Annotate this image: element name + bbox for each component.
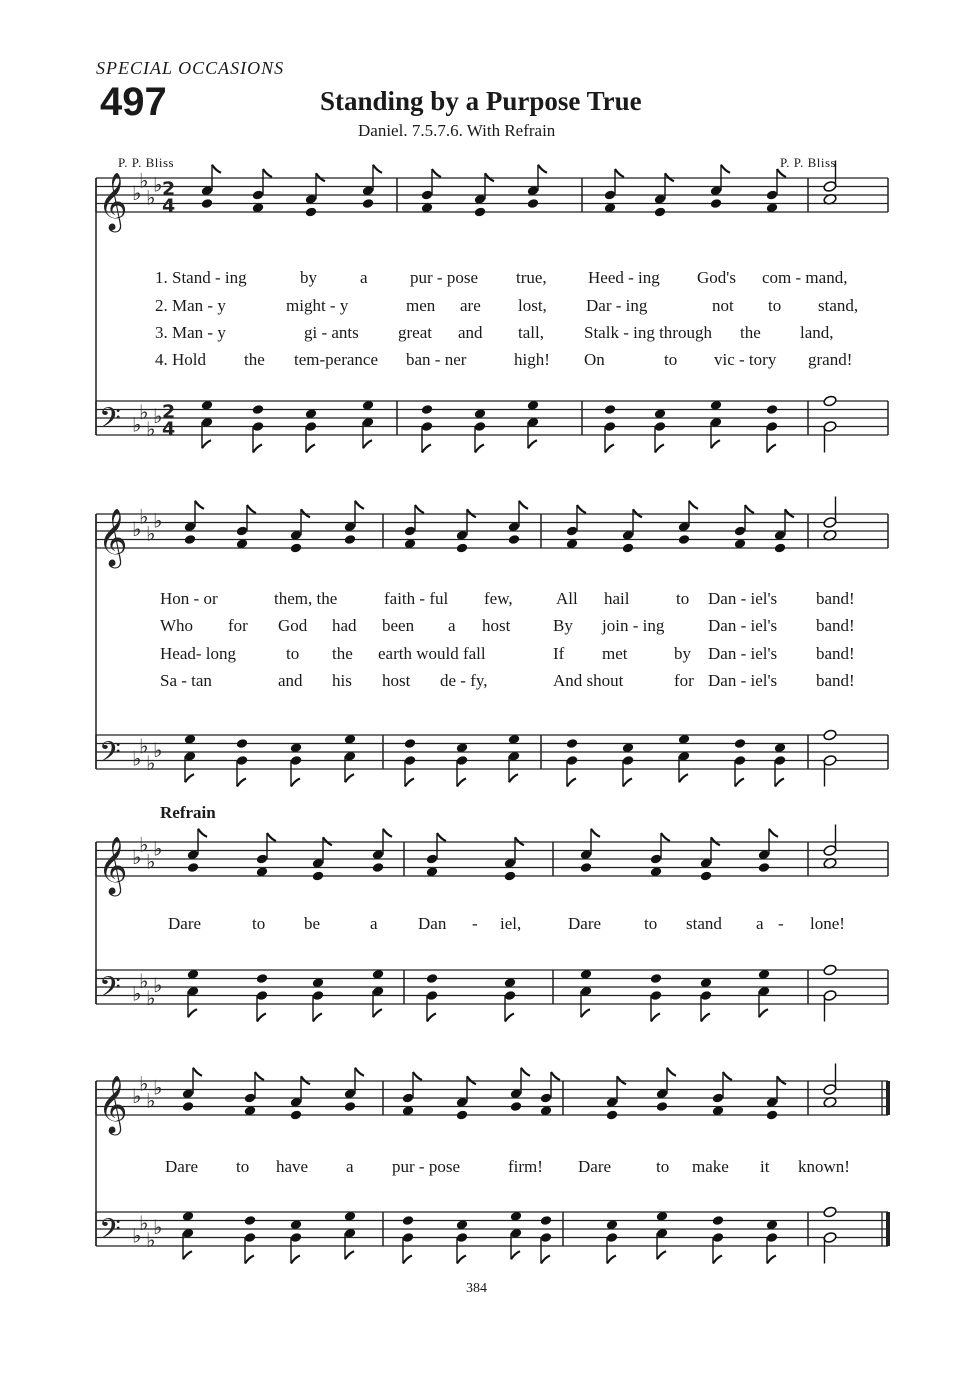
treble-clef-icon: 𝄞 xyxy=(98,508,128,566)
refrain-lyric: to xyxy=(644,914,658,933)
note-head xyxy=(344,534,357,545)
verse-lyric: land, xyxy=(800,323,834,342)
note-head xyxy=(710,198,723,209)
note-flag xyxy=(485,173,494,181)
verse-lyric: hail xyxy=(604,589,630,608)
note-head xyxy=(372,862,385,873)
note-flag xyxy=(711,837,720,845)
note-head xyxy=(566,738,579,749)
verse-lyric: few, xyxy=(484,589,513,608)
verse-lyric: men xyxy=(406,296,436,315)
verse-lyric: by xyxy=(300,268,317,287)
note-flag xyxy=(373,1009,382,1017)
verse-lyric: If xyxy=(553,644,565,663)
note-flag xyxy=(457,1256,466,1264)
note-flag xyxy=(509,774,518,782)
note-head xyxy=(236,738,249,749)
note-flag xyxy=(623,779,632,787)
note-head xyxy=(290,542,303,553)
note-flag xyxy=(567,779,576,787)
refrain-lyric: stand xyxy=(686,914,722,933)
note-head xyxy=(290,1109,303,1120)
verse-lyric: high! xyxy=(514,350,550,369)
note-flag xyxy=(345,774,354,782)
note-flag xyxy=(538,165,547,173)
note-flag xyxy=(403,1256,412,1264)
note-flag xyxy=(777,1076,786,1084)
flat-icon: ♭ xyxy=(153,738,163,762)
flat-icon: ♭ xyxy=(153,1075,163,1100)
note-head xyxy=(187,862,200,873)
note-flag xyxy=(427,1014,436,1022)
verse-lyric: On xyxy=(584,350,605,369)
note-head xyxy=(244,1215,257,1226)
note-flag xyxy=(415,505,424,513)
flat-icon: ♭ xyxy=(153,508,163,533)
note-flag xyxy=(467,1076,476,1084)
verse-lyric: them, the xyxy=(274,589,338,608)
verse-lyric: to xyxy=(676,589,690,608)
refrain-lyric: Dan xyxy=(418,914,447,933)
verse-lyric: All xyxy=(556,589,578,608)
refrain-lyric: to xyxy=(656,1157,670,1176)
verse-lyric: true, xyxy=(516,268,547,287)
note-flag xyxy=(306,445,315,453)
note-flag xyxy=(775,779,784,787)
verse-lyric: Head- long xyxy=(160,644,237,663)
note-flag xyxy=(195,501,204,509)
refrain-lyric: - xyxy=(472,914,478,933)
note-head xyxy=(622,542,635,553)
verse-lyric: the xyxy=(244,350,265,369)
refrain-lyric: have xyxy=(276,1157,309,1176)
note-flag xyxy=(541,1256,550,1264)
note-flag xyxy=(655,445,664,453)
note-flag xyxy=(651,1014,660,1022)
verse-lyric: stand, xyxy=(818,296,859,315)
verse-lyric: Dan - iel's xyxy=(708,671,778,690)
note-head xyxy=(678,534,691,545)
verse-lyric: band! xyxy=(816,589,855,608)
flat-icon: ♭ xyxy=(139,1071,149,1096)
note-head xyxy=(774,542,787,553)
note-flag xyxy=(607,1256,616,1264)
note-head xyxy=(656,1101,669,1112)
flat-icon: ♭ xyxy=(153,172,163,197)
tune-meter: Daniel. 7.5.7.6. With Refrain xyxy=(358,121,556,140)
verse-lyric: to xyxy=(768,296,782,315)
note-flag xyxy=(759,1009,768,1017)
refrain-lyric: it xyxy=(760,1157,770,1176)
note-flag xyxy=(188,1009,197,1017)
note-head xyxy=(766,404,779,415)
half-note-head xyxy=(823,729,837,741)
flat-icon: ♭ xyxy=(146,521,156,546)
half-note-head xyxy=(823,1206,837,1218)
verse-lyric: host xyxy=(482,616,511,635)
note-flag xyxy=(183,1251,192,1259)
note-head xyxy=(700,870,713,881)
note-head xyxy=(344,1101,357,1112)
note-flag xyxy=(405,779,414,787)
note-flag xyxy=(432,169,441,177)
music-credit: P. P. Bliss xyxy=(780,155,837,170)
verse-lyric: lost, xyxy=(518,296,547,315)
bass-clef-icon: 𝄢 xyxy=(99,1213,121,1253)
flat-icon: ♭ xyxy=(139,504,149,529)
verse-lyric: tem-perance xyxy=(294,350,378,369)
note-flag xyxy=(291,1256,300,1264)
note-head xyxy=(362,198,375,209)
note-flag xyxy=(313,1014,322,1022)
note-head xyxy=(766,1109,779,1120)
note-flag xyxy=(355,501,364,509)
note-head xyxy=(606,1109,619,1120)
refrain-lyric: a xyxy=(756,914,764,933)
bass-clef-icon: 𝄢 xyxy=(99,402,121,442)
note-flag xyxy=(193,1068,202,1076)
note-head xyxy=(404,738,417,749)
note-flag xyxy=(185,774,194,782)
note-head xyxy=(256,973,269,984)
note-flag xyxy=(767,445,776,453)
note-flag xyxy=(551,1072,560,1080)
note-flag xyxy=(721,165,730,173)
refrain-lyric: iel, xyxy=(500,914,522,933)
refrain-lyric: known! xyxy=(798,1157,850,1176)
refrain-lyric: a xyxy=(346,1157,354,1176)
note-head xyxy=(305,206,318,217)
note-flag xyxy=(255,1072,264,1080)
note-head xyxy=(508,534,521,545)
note-head xyxy=(527,198,540,209)
half-note-head xyxy=(823,964,837,976)
note-flag xyxy=(577,505,586,513)
verse-lyric: faith - ful xyxy=(384,589,449,608)
flat-icon: ♭ xyxy=(132,517,142,541)
note-flag xyxy=(373,165,382,173)
verse-lyric: Stalk - ing through xyxy=(584,323,712,342)
verse-lyric: a xyxy=(360,268,368,287)
note-flag xyxy=(528,440,537,448)
verse-lyric: Who xyxy=(160,616,194,635)
note-head xyxy=(312,870,325,881)
verse-lyric: Dan - iel's xyxy=(708,589,778,608)
note-flag xyxy=(253,445,262,453)
note-flag xyxy=(785,509,794,517)
note-head xyxy=(540,1215,553,1226)
verse-lyric: join - ing xyxy=(602,616,665,635)
flat-icon: ♭ xyxy=(153,973,163,997)
flat-icon: ♭ xyxy=(139,1210,149,1235)
refrain-lyric: Dare xyxy=(165,1157,199,1176)
verse-lyric: a xyxy=(448,616,456,635)
note-head xyxy=(201,198,214,209)
words-credit: P. P. Bliss xyxy=(118,155,175,170)
refrain-lyric: lone! xyxy=(810,914,845,933)
verse-lyric: By xyxy=(553,616,573,635)
verse-lyric: met xyxy=(602,644,628,663)
treble-clef-icon: 𝄞 xyxy=(98,172,128,230)
flat-icon: ♭ xyxy=(139,968,149,993)
verse-lyric: the xyxy=(740,323,761,342)
page-number: 384 xyxy=(466,1281,487,1296)
flat-icon: ♭ xyxy=(153,404,163,428)
verse-lyric: com - mand, xyxy=(762,268,848,287)
note-head xyxy=(184,534,197,545)
note-flag xyxy=(457,779,466,787)
note-head xyxy=(252,404,265,415)
note-flag xyxy=(202,440,211,448)
flat-icon: ♭ xyxy=(139,399,149,424)
verse-lyric: God xyxy=(278,616,308,635)
time-signature-bottom: 4 xyxy=(162,418,176,440)
verse-lyric: vic - tory xyxy=(714,350,777,369)
verse-lyric: for xyxy=(674,671,694,690)
note-flag xyxy=(505,1014,514,1022)
refrain-lyric: to xyxy=(252,914,266,933)
note-flag xyxy=(413,1072,422,1080)
treble-clef-icon: 𝄞 xyxy=(98,836,128,894)
verse-lyric: 4. Hold xyxy=(155,350,206,369)
note-head xyxy=(734,738,747,749)
verse-lyric: pur - pose xyxy=(410,268,478,287)
note-flag xyxy=(363,440,372,448)
note-flag xyxy=(237,779,246,787)
note-head xyxy=(604,404,617,415)
note-flag xyxy=(679,774,688,782)
refrain-lyric: Dare xyxy=(168,914,202,933)
note-flag xyxy=(701,1014,710,1022)
note-flag xyxy=(323,837,332,845)
verse-lyric: been xyxy=(382,616,415,635)
verse-lyric: for xyxy=(228,616,248,635)
verse-lyric: band! xyxy=(816,644,855,663)
bass-clef-icon: 𝄢 xyxy=(99,971,121,1011)
note-flag xyxy=(689,501,698,509)
note-flag xyxy=(745,505,754,513)
verse-lyric: gi - ants xyxy=(304,323,359,342)
note-flag xyxy=(723,1072,732,1080)
note-flag xyxy=(735,779,744,787)
verse-lyric: and xyxy=(278,671,303,690)
note-flag xyxy=(301,509,310,517)
note-flag xyxy=(581,1009,590,1017)
note-flag xyxy=(247,505,256,513)
note-flag xyxy=(711,440,720,448)
flat-icon: ♭ xyxy=(146,1227,156,1252)
verse-lyric: de - fy, xyxy=(440,671,488,690)
bass-clef-icon: 𝄢 xyxy=(99,736,121,776)
treble-clef-icon: 𝄞 xyxy=(98,1075,128,1133)
verse-lyric: tall, xyxy=(518,323,544,342)
verse-lyric: Hon - or xyxy=(160,589,218,608)
verse-lyric: might - y xyxy=(286,296,349,315)
flat-icon: ♭ xyxy=(132,981,142,1006)
note-flag xyxy=(521,1068,530,1076)
note-flag xyxy=(661,833,670,841)
refrain-lyric: Dare xyxy=(578,1157,612,1176)
verse-lyric: to xyxy=(286,644,300,663)
note-flag xyxy=(767,1256,776,1264)
note-flag xyxy=(212,165,221,173)
refrain-lyric: pur - pose xyxy=(392,1157,460,1176)
verse-lyric: Dan - iel's xyxy=(708,616,778,635)
note-head xyxy=(421,404,434,415)
note-flag xyxy=(615,169,624,177)
note-flag xyxy=(437,833,446,841)
hymn-title: Standing by a Purpose True xyxy=(320,86,642,116)
verse-lyric: grand! xyxy=(808,350,853,369)
flat-icon: ♭ xyxy=(146,849,156,874)
refrain-lyric: - xyxy=(778,914,784,933)
note-flag xyxy=(515,837,524,845)
note-flag xyxy=(355,1068,364,1076)
note-flag xyxy=(301,1076,310,1084)
flat-icon: ♭ xyxy=(146,185,156,210)
note-head xyxy=(650,973,663,984)
verse-lyric: host xyxy=(382,671,411,690)
flat-icon: ♭ xyxy=(132,1084,142,1108)
half-note-head xyxy=(823,395,837,407)
verse-lyric: not xyxy=(712,296,734,315)
note-head xyxy=(654,206,667,217)
note-flag xyxy=(665,173,674,181)
refrain-label: Refrain xyxy=(160,803,216,822)
note-flag xyxy=(667,1068,676,1076)
verse-lyric: band! xyxy=(816,616,855,635)
flat-icon: ♭ xyxy=(132,845,142,869)
note-flag xyxy=(267,833,276,841)
verse-lyric: 2. Man - y xyxy=(155,296,226,315)
note-head xyxy=(504,870,517,881)
note-head xyxy=(474,206,487,217)
time-signature-bottom: 4 xyxy=(162,195,176,217)
flat-icon: ♭ xyxy=(153,1215,163,1239)
note-flag xyxy=(422,445,431,453)
flat-icon: ♭ xyxy=(153,836,163,861)
note-flag xyxy=(713,1256,722,1264)
time-signature-top: 2 xyxy=(162,401,176,423)
verse-lyric: by xyxy=(674,644,691,663)
verse-lyric: God's xyxy=(697,268,736,287)
flat-icon: ♭ xyxy=(139,168,149,193)
verse-lyric: earth would fall xyxy=(378,644,486,663)
note-flag xyxy=(467,509,476,517)
refrain-lyric: be xyxy=(304,914,321,933)
note-flag xyxy=(198,829,207,837)
note-flag xyxy=(316,173,325,181)
flat-icon: ♭ xyxy=(132,746,142,771)
verse-lyric: Sa - tan xyxy=(160,671,212,690)
flat-icon: ♭ xyxy=(146,985,156,1010)
time-signature-top: 2 xyxy=(162,178,176,200)
verse-lyric: had xyxy=(332,616,357,635)
verse-lyric: ban - ner xyxy=(406,350,467,369)
flat-icon: ♭ xyxy=(139,733,149,758)
flat-icon: ♭ xyxy=(132,412,142,437)
note-head xyxy=(456,542,469,553)
refrain-lyric: to xyxy=(236,1157,250,1176)
note-head xyxy=(510,1101,523,1112)
verse-lyric: are xyxy=(460,296,481,315)
note-flag xyxy=(617,1076,626,1084)
note-flag xyxy=(257,1014,266,1022)
note-flag xyxy=(245,1256,254,1264)
note-flag xyxy=(511,1251,520,1259)
verse-lyric: Dan - iel's xyxy=(708,644,778,663)
note-head xyxy=(580,862,593,873)
verse-lyric: 1. Stand - ing xyxy=(155,268,247,287)
verse-lyric: band! xyxy=(816,671,855,690)
note-flag xyxy=(345,1251,354,1259)
note-flag xyxy=(777,169,786,177)
verse-lyric: and xyxy=(458,323,483,342)
verse-lyric: the xyxy=(332,644,353,663)
verse-lyric: And shout xyxy=(553,671,624,690)
flat-icon: ♭ xyxy=(146,1088,156,1113)
verse-lyric: great xyxy=(398,323,432,342)
verse-lyric: to xyxy=(664,350,678,369)
flat-icon: ♭ xyxy=(146,416,156,441)
note-flag xyxy=(769,829,778,837)
note-flag xyxy=(383,829,392,837)
flat-icon: ♭ xyxy=(146,750,156,775)
verse-lyric: Dar - ing xyxy=(586,296,648,315)
section-label: SPECIAL OCCASIONS xyxy=(96,58,285,78)
note-flag xyxy=(657,1251,666,1259)
verse-lyric: 3. Man - y xyxy=(155,323,226,342)
note-flag xyxy=(591,829,600,837)
flat-icon: ♭ xyxy=(132,181,142,205)
verse-lyric: his xyxy=(332,671,352,690)
verse-lyric: Heed - ing xyxy=(588,268,660,287)
note-head xyxy=(456,1109,469,1120)
note-flag xyxy=(633,509,642,517)
note-head xyxy=(426,973,439,984)
flat-icon: ♭ xyxy=(139,832,149,857)
note-flag xyxy=(519,501,528,509)
note-head xyxy=(402,1215,415,1226)
hymn-number: 497 xyxy=(100,80,167,124)
note-flag xyxy=(291,779,300,787)
refrain-lyric: make xyxy=(692,1157,729,1176)
refrain-lyric: a xyxy=(370,914,378,933)
note-flag xyxy=(475,445,484,453)
note-head xyxy=(182,1101,195,1112)
flat-icon: ♭ xyxy=(132,1223,142,1248)
note-head xyxy=(712,1215,725,1226)
note-flag xyxy=(605,445,614,453)
refrain-lyric: Dare xyxy=(568,914,602,933)
note-head xyxy=(758,862,771,873)
refrain-lyric: firm! xyxy=(508,1157,543,1176)
note-flag xyxy=(263,169,272,177)
